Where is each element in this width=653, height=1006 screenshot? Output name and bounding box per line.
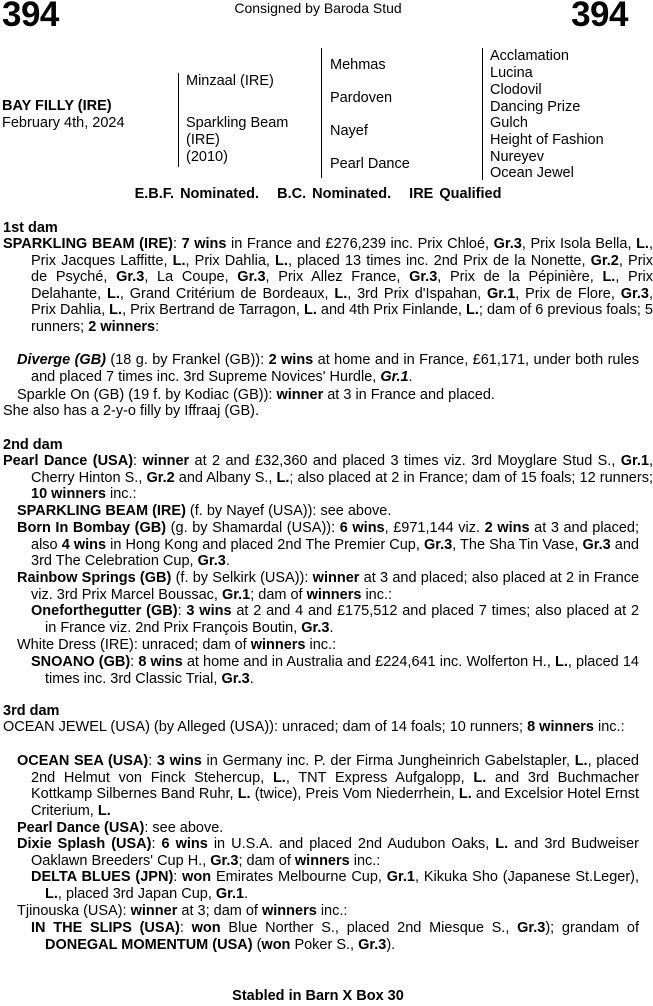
third-dam-produce-dixie-splash: Dixie Splash (USA): 6 wins in U.S.A. and placed 2nd Audubon Oaks, L. and 3rd Budweiser Oaklawn Breeders' Cup H., Gr.3; dam of winners inc.:: [17, 836, 640, 869]
pedigree-divider-3: [482, 48, 483, 180]
pedigree-g3-4: Dancing Prize: [490, 99, 581, 115]
third-dam-produce-pearl-dance: Pearl Dance (USA): see above.: [17, 820, 224, 836]
pedigree-g3-3: Clodovil: [490, 82, 542, 98]
first-dam-paragraph: SPARKLING BEAM (IRE): 7 wins in France and £276,239 inc. Prix Chloé, Gr.3, Prix Isola Bella, L., Prix Jacques Laffitte, L., Prix Dahlia, L., placed 13 times inc. 2nd Prix de la Nonette, Gr.2, Prix de Psyché, Gr.3, La Coupe, Gr.3, Prix Allez France, Gr.3, Prix de la Pépinière, L., Prix Delahante, L., Grand Critérium de Bordeaux, L., 3rd Prix d'Ispahan, Gr.1, Prix de Flore, Gr.3, Prix Dahlia, L., Prix Bertrand de Tarragon, L. and 4th Prix Finlande, L.; dam of 6 previous foals; 5 runners; 2 winners:: [3, 236, 653, 335]
third-dam-paragraph: OCEAN JEWEL (USA) (by Alleged (USA)): unraced; dam of 14 foals; 10 runners; 8 winners inc.:: [3, 719, 625, 735]
second-dam-produce-sparkling-beam: SPARKLING BEAM (IRE) (f. by Nayef (USA)): see above.: [17, 503, 392, 519]
first-dam-produce-diverge: Diverge (GB) (18 g. by Frankel (GB)): 2 wins at home and in France, £61,171, under both rules and placed 7 times inc. 3rd Supreme Novices' Hurdle, Gr.1.: [17, 352, 640, 385]
consignor: Consigned by Baroda Stud: [234, 0, 402, 16]
pedigree-divider-2: [321, 48, 322, 178]
nominations: E.B.F. Nominated. B.C. Nominated. IRE Qualified: [134, 186, 502, 202]
third-dam-grandproduce-delta-blues: DELTA BLUES (JPN): won Emirates Melbourne Cup, Gr.1, Kikuka Sho (Japanese St.Leger), L., placed 3rd Japan Cup, Gr.1.: [31, 869, 640, 902]
pedigree-g3-7: Nureyev: [490, 149, 544, 165]
foaling-date: February 4th, 2024: [2, 115, 125, 131]
pedigree-g3-2: Lucina: [490, 65, 533, 81]
pedigree-sire: Minzaal (IRE): [186, 73, 274, 89]
pedigree-dam-country: (IRE): [186, 132, 220, 148]
second-dam-grandproduce-snoano: SNOANO (GB): 8 wins at home and in Australia and £224,641 inc. Wolferton H., L., placed 14 times inc. 3rd Classic Trial, Gr.3.: [31, 654, 639, 687]
pedigree-g2-2: Pardoven: [330, 90, 393, 106]
second-dam-produce-rainbow-springs: Rainbow Springs (GB) (f. by Selkirk (USA)): winner at 3 and placed; also placed at 2 in France viz. 3rd Prix Marcel Boussac, Gr.1; dam of winners inc.:: [17, 570, 640, 603]
first-dam-heading: 1st dam: [3, 220, 58, 236]
first-dam-produce-sparkle-on: Sparkle On (GB) (19 f. by Kodiac (GB)): winner at 3 in France and placed.: [17, 387, 495, 403]
first-dam-note: She also has a 2-y-o filly by Iffraaj (GB).: [3, 403, 260, 419]
lot-number-left: 394: [2, 0, 59, 34]
third-dam-heading: 3rd dam: [3, 703, 60, 719]
stabling-info: Stabled in Barn X Box 30: [232, 988, 404, 1004]
pedigree-g3-6: Height of Fashion: [490, 132, 604, 148]
pedigree-g3-5: Gulch: [490, 115, 528, 131]
pedigree-g2-4: Pearl Dance: [330, 156, 410, 172]
pedigree-g2-3: Nayef: [330, 123, 368, 139]
pedigree-g3-8: Ocean Jewel: [490, 165, 574, 181]
pedigree-dam-year: (2010): [186, 149, 228, 165]
horse-name: BAY FILLY (IRE): [2, 98, 112, 114]
third-dam-grandproduce-in-the-slips: IN THE SLIPS (USA): won Blue Norther S., placed 2nd Miesque S., Gr.3); grandam of DONEGAL MOMENTUM (USA) (won Poker S., Gr.3).: [31, 920, 639, 953]
pedigree-g3-1: Acclamation: [490, 48, 569, 64]
second-dam-grandproduce-oneforthegutter: Oneforthegutter (GB): 3 wins at 2 and 4 and £175,512 and placed 7 times; also placed at 2 in France viz. 2nd Prix François Boutin, Gr.3.: [31, 603, 640, 636]
pedigree-g2-1: Mehmas: [330, 57, 386, 73]
third-dam-produce-tjinouska: Tjinouska (USA): winner at 3; dam of winners inc.:: [17, 903, 348, 919]
pedigree-divider-1: [178, 73, 179, 167]
pedigree-dam: Sparkling Beam: [186, 115, 289, 131]
second-dam-produce-born-in-bombay: Born In Bombay (GB) (g. by Shamardal (USA)): 6 wins, £971,144 viz. 2 wins at 3 and placed; also 4 wins in Hong Kong and placed 2nd The Premier Cup, Gr.3, The Sha Tin Vase, Gr.3 and 3rd The Celebration Cup, Gr.3.: [17, 520, 640, 570]
second-dam-produce-white-dress: White Dress (IRE): unraced; dam of winners inc.:: [17, 637, 337, 653]
second-dam-paragraph: Pearl Dance (USA): winner at 2 and £32,360 and placed 3 times viz. 3rd Moyglare Stud S., Gr.1, Cherry Hinton S., Gr.2 and Albany S., L.; also placed at 2 in France; dam of 15 foals; 12 runners; 10 winners inc.:: [3, 453, 653, 503]
second-dam-heading: 2nd dam: [3, 437, 63, 453]
third-dam-produce-ocean-sea: OCEAN SEA (USA): 3 wins in Germany inc. P. der Firma Jungheinrich Gabelstapler, L., placed 2nd Helmut von Finck Stehercup, L., TNT Express Aufgalopp, L. and 3rd Buchmacher Kottkamp Silbernes Band Ruhr, L. (twice), Preis Vom Niederrhein, L. and Excelsior Hotel Ernst Criterium, L.: [17, 753, 639, 819]
lot-number-right: 394: [571, 0, 628, 34]
